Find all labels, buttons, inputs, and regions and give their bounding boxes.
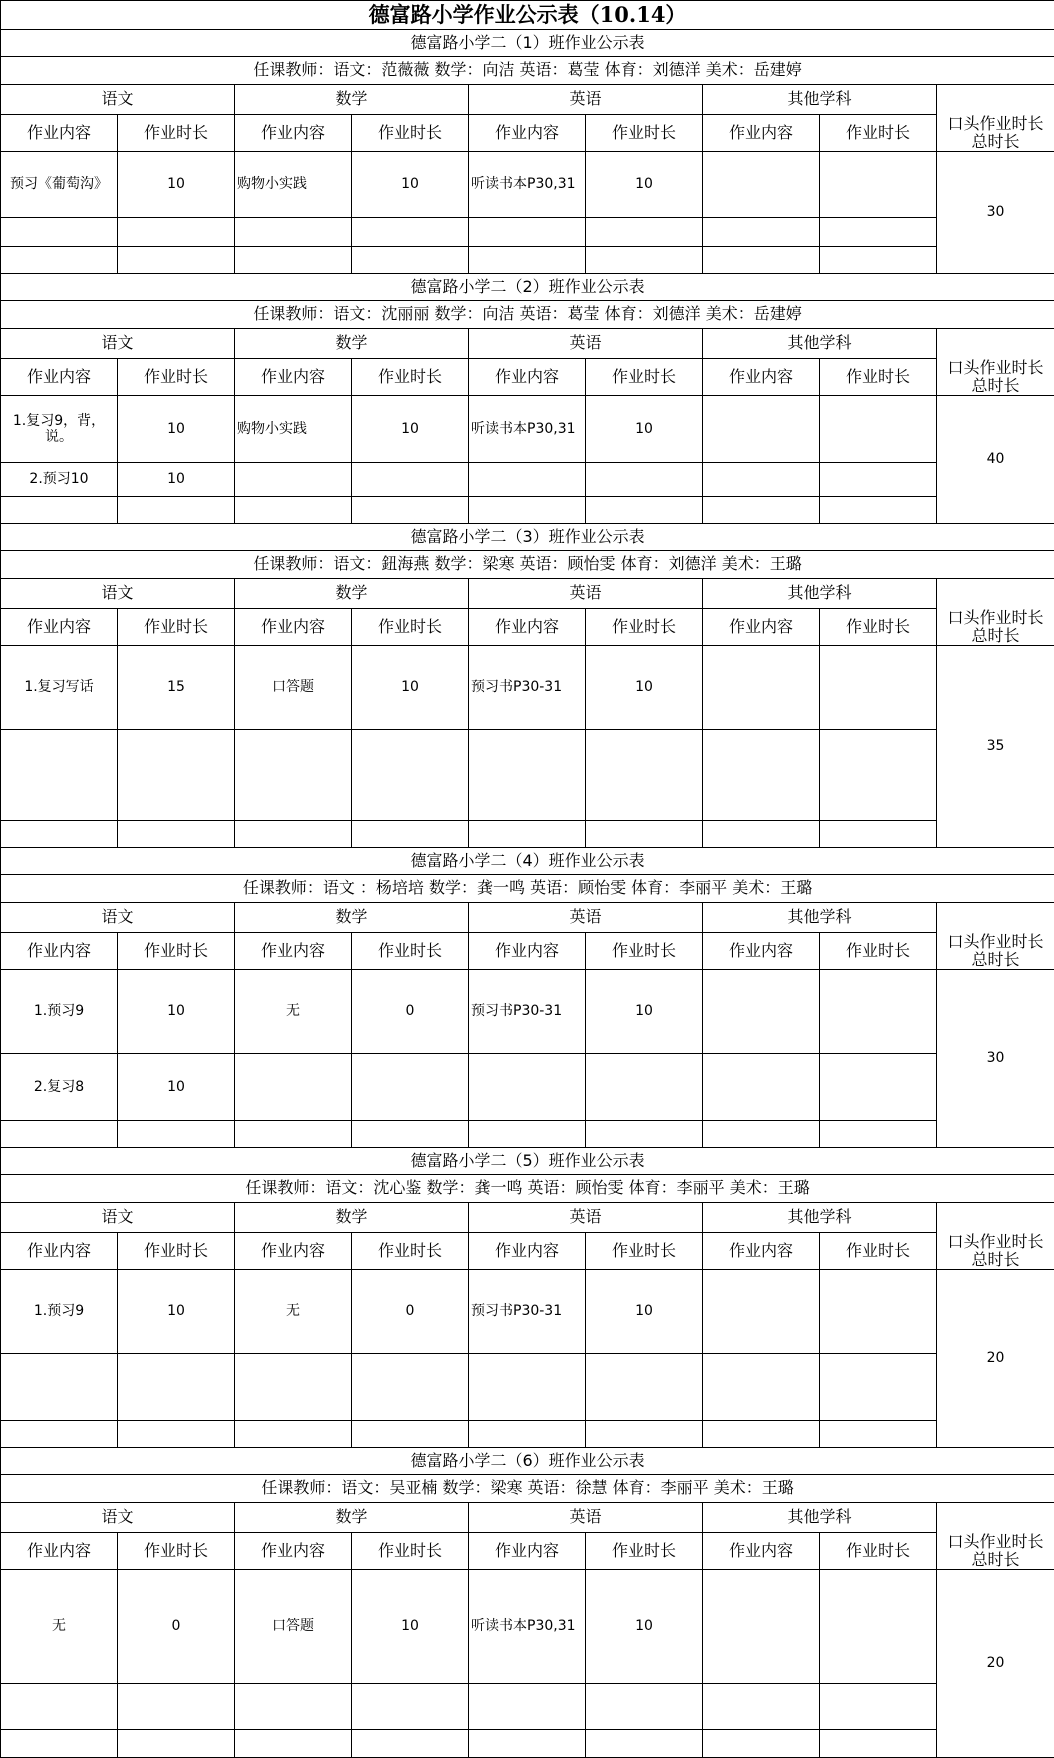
total-duration-cell: 40: [937, 396, 1054, 524]
teachers-row: [1, 57, 1054, 85]
duration-column-header: 作业时长: [586, 933, 703, 970]
homework-content-cell: 预习书P30-31: [469, 1270, 586, 1354]
homework-duration-cell: [820, 1730, 937, 1758]
homework-content-cell: [1, 1730, 118, 1758]
content-column-header: 作业内容: [703, 359, 820, 396]
homework-duration-cell: [820, 1421, 937, 1448]
homework-duration-cell: [586, 218, 703, 247]
class-table-title: 德富路小学二（2）班作业公示表: [1, 274, 1054, 301]
homework-duration-cell: [118, 218, 235, 247]
homework-duration-cell: [586, 1354, 703, 1421]
homework-content-cell: [703, 218, 820, 247]
class-table-title: 德富路小学二（5）班作业公示表: [1, 1148, 1054, 1175]
oral-header-line1: 口头作业时长: [937, 1233, 1054, 1251]
duration-column-header: 作业时长: [118, 1533, 235, 1570]
subject-header: 数学: [235, 579, 469, 609]
homework-duration-cell: [352, 497, 469, 524]
homework-duration-cell: 10: [352, 396, 469, 463]
teachers-row: [1, 301, 1054, 329]
homework-duration-cell: [352, 1730, 469, 1758]
homework-content-cell: [1, 730, 118, 821]
homework-content-cell: 听读书本P30,31: [469, 1570, 586, 1684]
oral-header-line2: 总时长: [937, 377, 1054, 395]
subject-header: 英语: [469, 85, 703, 115]
homework-content-cell: 2.复习8: [1, 1054, 118, 1121]
subject-header: 语文: [1, 329, 235, 359]
subject-header: 英语: [469, 903, 703, 933]
homework-content-cell: [469, 730, 586, 821]
homework-row: [1, 1121, 1054, 1148]
class-teachers: 任课教师：语文：鈕海燕 数学：梁寒 英语：顾怡雯 体育：刘德洋 美术：王璐: [1, 551, 1054, 579]
subject-header: 数学: [235, 903, 469, 933]
homework-content-cell: [1, 821, 118, 848]
subject-header: 语文: [1, 1503, 235, 1533]
oral-duration-header: [937, 1203, 1054, 1270]
homework-duration-cell: [352, 1121, 469, 1148]
homework-duration-cell: 10: [118, 1054, 235, 1121]
oral-header-line2: 总时长: [937, 133, 1054, 151]
homework-content-cell: 无: [235, 970, 352, 1054]
homework-content-cell: [703, 396, 820, 463]
homework-duration-cell: [820, 497, 937, 524]
homework-duration-cell: 10: [586, 970, 703, 1054]
content-column-header: 作业内容: [703, 609, 820, 646]
homework-content-cell: 听读书本P30,31: [469, 152, 586, 218]
class-name-row: [1, 524, 1054, 551]
homework-content-cell: [1, 1121, 118, 1148]
homework-content-cell: [469, 1730, 586, 1758]
teachers-row: [1, 1475, 1054, 1503]
homework-duration-cell: 10: [118, 970, 235, 1054]
subject-header-row: [1, 329, 1054, 359]
subject-header: 其他学科: [703, 579, 937, 609]
duration-column-header: 作业时长: [586, 609, 703, 646]
content-column-header: 作业内容: [469, 1233, 586, 1270]
class-table-title: 德富路小学二（4）班作业公示表: [1, 848, 1054, 875]
subject-header: 数学: [235, 1503, 469, 1533]
homework-content-cell: [235, 497, 352, 524]
homework-duration-cell: [820, 1570, 937, 1684]
subject-header: 语文: [1, 579, 235, 609]
homework-content-cell: 预习书P30-31: [469, 646, 586, 730]
total-duration-cell: 30: [937, 152, 1054, 274]
homework-content-cell: 听读书本P30,31: [469, 396, 586, 463]
homework-duration-cell: [820, 218, 937, 247]
homework-content-cell: 口答题: [235, 646, 352, 730]
homework-duration-cell: 0: [352, 970, 469, 1054]
class-name-row: [1, 1448, 1054, 1475]
oral-header-line2: 总时长: [937, 1551, 1054, 1569]
duration-column-header: 作业时长: [586, 1533, 703, 1570]
subject-header: 语文: [1, 903, 235, 933]
subject-header: 数学: [235, 329, 469, 359]
homework-duration-cell: [820, 821, 937, 848]
homework-content-cell: [469, 247, 586, 274]
homework-content-cell: [235, 463, 352, 497]
column-header-row: [1, 115, 1054, 152]
class-name-row: [1, 274, 1054, 301]
duration-column-header: 作业时长: [352, 1533, 469, 1570]
homework-duration-cell: 10: [352, 1570, 469, 1684]
subject-header: 语文: [1, 1203, 235, 1233]
homework-content-cell: [703, 1421, 820, 1448]
homework-row: [1, 970, 1054, 1054]
subject-header: 数学: [235, 85, 469, 115]
duration-column-header: 作业时长: [118, 609, 235, 646]
homework-content-cell: [469, 1421, 586, 1448]
homework-content-cell: [703, 1684, 820, 1730]
homework-duration-cell: [118, 1121, 235, 1148]
oral-header-line2: 总时长: [937, 627, 1054, 645]
homework-content-cell: [703, 970, 820, 1054]
total-duration-cell: 20: [937, 1570, 1054, 1758]
homework-content-cell: [469, 218, 586, 247]
homework-row: [1, 152, 1054, 218]
subject-header-row: [1, 85, 1054, 115]
homework-content-cell: [1, 247, 118, 274]
duration-column-header: 作业时长: [586, 115, 703, 152]
homework-content-cell: [703, 1121, 820, 1148]
homework-content-cell: 预习《葡萄沟》: [1, 152, 118, 218]
duration-column-header: 作业时长: [118, 1233, 235, 1270]
duration-column-header: 作业时长: [586, 359, 703, 396]
homework-duration-cell: [586, 1684, 703, 1730]
homework-row: [1, 463, 1054, 497]
homework-duration-cell: [352, 218, 469, 247]
homework-duration-cell: 15: [118, 646, 235, 730]
content-column-header: 作业内容: [703, 1233, 820, 1270]
class-teachers: 任课教师：语文：沈丽丽 数学：向洁 英语：葛莹 体育：刘德洋 美术：岳建婷: [1, 301, 1054, 329]
content-column-header: 作业内容: [469, 933, 586, 970]
column-header-row: [1, 609, 1054, 646]
homework-row: [1, 821, 1054, 848]
homework-row: [1, 497, 1054, 524]
content-column-header: 作业内容: [1, 115, 118, 152]
homework-content-cell: 无: [235, 1270, 352, 1354]
subject-header: 其他学科: [703, 329, 937, 359]
homework-duration-cell: [820, 1054, 937, 1121]
homework-content-cell: 1.复习9，背，说。: [1, 396, 118, 463]
homework-duration-cell: [586, 1730, 703, 1758]
homework-content-cell: [1, 1421, 118, 1448]
duration-column-header: 作业时长: [352, 609, 469, 646]
subject-header: 数学: [235, 1203, 469, 1233]
homework-duration-cell: [352, 730, 469, 821]
content-column-header: 作业内容: [703, 1533, 820, 1570]
homework-content-cell: [469, 497, 586, 524]
homework-duration-cell: [118, 1730, 235, 1758]
homework-duration-cell: [352, 821, 469, 848]
homework-content-cell: [235, 1730, 352, 1758]
content-column-header: 作业内容: [235, 609, 352, 646]
homework-duration-cell: [820, 152, 937, 218]
homework-duration-cell: [586, 1421, 703, 1448]
subject-header: 英语: [469, 1503, 703, 1533]
subject-header: 其他学科: [703, 1203, 937, 1233]
teachers-row: [1, 551, 1054, 579]
column-header-row: [1, 359, 1054, 396]
content-column-header: 作业内容: [235, 933, 352, 970]
content-column-header: 作业内容: [235, 115, 352, 152]
homework-duration-cell: 10: [586, 152, 703, 218]
subject-header: 其他学科: [703, 903, 937, 933]
homework-content-cell: [469, 1121, 586, 1148]
homework-duration-cell: 0: [352, 1270, 469, 1354]
content-column-header: 作业内容: [235, 1533, 352, 1570]
homework-content-cell: [703, 821, 820, 848]
subject-header-row: [1, 903, 1054, 933]
homework-content-cell: 1.预习9: [1, 970, 118, 1054]
content-column-header: 作业内容: [469, 115, 586, 152]
homework-content-cell: [703, 1270, 820, 1354]
duration-column-header: 作业时长: [586, 1233, 703, 1270]
homework-content-cell: [703, 463, 820, 497]
homework-duration-cell: 10: [586, 396, 703, 463]
homework-content-cell: [703, 1570, 820, 1684]
homework-content-cell: [235, 730, 352, 821]
homework-content-cell: [235, 1121, 352, 1148]
homework-row: [1, 396, 1054, 463]
subject-header: 其他学科: [703, 1503, 937, 1533]
homework-content-cell: [235, 1684, 352, 1730]
oral-duration-header: [937, 903, 1054, 970]
homework-duration-cell: [820, 463, 937, 497]
oral-header-line1: 口头作业时长: [937, 359, 1054, 377]
homework-duration-cell: [118, 497, 235, 524]
homework-duration-cell: [118, 730, 235, 821]
column-header-row: [1, 933, 1054, 970]
homework-content-cell: [235, 218, 352, 247]
homework-content-cell: [703, 1730, 820, 1758]
class-table-title: 德富路小学二（1）班作业公示表: [1, 30, 1054, 57]
homework-row: [1, 1730, 1054, 1758]
oral-header-line1: 口头作业时长: [937, 115, 1054, 133]
oral-duration-header: [937, 579, 1054, 646]
homework-duration-cell: [586, 247, 703, 274]
duration-column-header: 作业时长: [820, 359, 937, 396]
homework-content-cell: [703, 152, 820, 218]
class-teachers: 任课教师：语文：沈心鉴 数学：龚一鸣 英语：顾怡雯 体育：李丽平 美术：王璐: [1, 1175, 1054, 1203]
homework-duration-cell: [118, 1684, 235, 1730]
homework-row: [1, 1354, 1054, 1421]
homework-duration-cell: 10: [118, 1270, 235, 1354]
oral-header-line1: 口头作业时长: [937, 609, 1054, 627]
homework-row: [1, 1270, 1054, 1354]
duration-column-header: 作业时长: [352, 933, 469, 970]
homework-duration-cell: [352, 1054, 469, 1121]
teachers-row: [1, 875, 1054, 903]
subject-header: 其他学科: [703, 85, 937, 115]
subject-header-row: [1, 1203, 1054, 1233]
homework-content-cell: 无: [1, 1570, 118, 1684]
homework-duration-cell: [820, 396, 937, 463]
homework-content-cell: [469, 1684, 586, 1730]
homework-duration-cell: [820, 1270, 937, 1354]
subject-header: 英语: [469, 579, 703, 609]
homework-row: [1, 1684, 1054, 1730]
content-column-header: 作业内容: [1, 933, 118, 970]
homework-duration-cell: 10: [352, 646, 469, 730]
homework-duration-cell: [586, 730, 703, 821]
homework-row: [1, 1054, 1054, 1121]
duration-column-header: 作业时长: [352, 115, 469, 152]
homework-duration-cell: [118, 1354, 235, 1421]
homework-duration-cell: [352, 463, 469, 497]
homework-duration-cell: [586, 463, 703, 497]
content-column-header: 作业内容: [1, 1233, 118, 1270]
content-column-header: 作业内容: [469, 359, 586, 396]
class-name-row: [1, 30, 1054, 57]
homework-duration-cell: 10: [118, 463, 235, 497]
homework-duration-cell: [820, 1354, 937, 1421]
homework-content-cell: [703, 247, 820, 274]
total-duration-cell: 30: [937, 970, 1054, 1148]
total-duration-cell: 20: [937, 1270, 1054, 1448]
homework-row: [1, 646, 1054, 730]
oral-header-line2: 总时长: [937, 1251, 1054, 1269]
class-name-row: [1, 848, 1054, 875]
duration-column-header: 作业时长: [118, 933, 235, 970]
class-teachers: 任课教师：语文：范薇薇 数学：向洁 英语：葛莹 体育：刘德洋 美术：岳建婷: [1, 57, 1054, 85]
duration-column-header: 作业时长: [820, 1233, 937, 1270]
teachers-row: [1, 1175, 1054, 1203]
total-duration-cell: 35: [937, 646, 1054, 848]
class-name-row: [1, 1148, 1054, 1175]
oral-header-line2: 总时长: [937, 951, 1054, 969]
duration-column-header: 作业时长: [352, 1233, 469, 1270]
content-column-header: 作业内容: [1, 359, 118, 396]
homework-content-cell: [703, 646, 820, 730]
homework-duration-cell: [586, 497, 703, 524]
homework-duration-cell: 10: [352, 152, 469, 218]
homework-duration-cell: [118, 1421, 235, 1448]
homework-content-cell: [1, 218, 118, 247]
class-teachers: 任课教师：语文：吴亚楠 数学：梁寒 英语：徐慧 体育：李丽平 美术：王璐: [1, 1475, 1054, 1503]
subject-header-row: [1, 579, 1054, 609]
homework-content-cell: [469, 1054, 586, 1121]
homework-duration-cell: [586, 821, 703, 848]
homework-row: [1, 218, 1054, 247]
homework-duration-cell: [352, 1421, 469, 1448]
duration-column-header: 作业时长: [820, 1533, 937, 1570]
oral-duration-header: [937, 1503, 1054, 1570]
oral-header-line1: 口头作业时长: [937, 1533, 1054, 1551]
homework-duration-cell: [820, 970, 937, 1054]
duration-column-header: 作业时长: [118, 359, 235, 396]
homework-content-cell: [703, 497, 820, 524]
homework-duration-cell: [820, 1121, 937, 1148]
homework-duration-cell: [586, 1054, 703, 1121]
subject-header-row: [1, 1503, 1054, 1533]
content-column-header: 作业内容: [703, 933, 820, 970]
content-column-header: 作业内容: [469, 609, 586, 646]
content-column-header: 作业内容: [235, 359, 352, 396]
homework-duration-cell: 10: [118, 396, 235, 463]
homework-duration-cell: [820, 646, 937, 730]
homework-content-cell: 购物小实践: [235, 396, 352, 463]
homework-content-cell: 口答题: [235, 1570, 352, 1684]
class-table-title: 德富路小学二（6）班作业公示表: [1, 1448, 1054, 1475]
duration-column-header: 作业时长: [118, 115, 235, 152]
oral-duration-header: [937, 329, 1054, 396]
homework-content-cell: [703, 730, 820, 821]
duration-column-header: 作业时长: [820, 933, 937, 970]
homework-duration-cell: [352, 247, 469, 274]
homework-duration-cell: [352, 1354, 469, 1421]
homework-duration-cell: 10: [586, 1570, 703, 1684]
homework-duration-cell: 10: [586, 1270, 703, 1354]
duration-column-header: 作业时长: [352, 359, 469, 396]
homework-content-cell: 2.预习10: [1, 463, 118, 497]
homework-duration-cell: [118, 247, 235, 274]
class-table-title: 德富路小学二（3）班作业公示表: [1, 524, 1054, 551]
homework-content-cell: [703, 1054, 820, 1121]
duration-column-header: 作业时长: [820, 115, 937, 152]
subject-header: 英语: [469, 1203, 703, 1233]
homework-duration-cell: [586, 1121, 703, 1148]
oral-header-line1: 口头作业时长: [937, 933, 1054, 951]
subject-header: 英语: [469, 329, 703, 359]
homework-content-cell: [469, 821, 586, 848]
content-column-header: 作业内容: [1, 609, 118, 646]
content-column-header: 作业内容: [469, 1533, 586, 1570]
content-column-header: 作业内容: [703, 115, 820, 152]
class-teachers: 任课教师：语文 ：杨培培 数学：龚一鸣 英语：顾怡雯 体育：李丽平 美术：王璐: [1, 875, 1054, 903]
content-column-header: 作业内容: [235, 1233, 352, 1270]
homework-duration-cell: 10: [586, 646, 703, 730]
homework-row: [1, 1421, 1054, 1448]
homework-content-cell: [235, 821, 352, 848]
homework-row: [1, 247, 1054, 274]
homework-duration-cell: [820, 730, 937, 821]
homework-duration-cell: [352, 1684, 469, 1730]
homework-duration-cell: [820, 1684, 937, 1730]
homework-content-cell: [235, 1421, 352, 1448]
homework-content-cell: 购物小实践: [235, 152, 352, 218]
homework-content-cell: [703, 1354, 820, 1421]
title-row: [1, 1, 1054, 30]
homework-content-cell: [1, 1684, 118, 1730]
homework-content-cell: [469, 463, 586, 497]
homework-content-cell: [235, 1054, 352, 1121]
homework-content-cell: [1, 1354, 118, 1421]
homework-content-cell: [1, 497, 118, 524]
subject-header: 语文: [1, 85, 235, 115]
column-header-row: [1, 1533, 1054, 1570]
homework-content-cell: 预习书P30-31: [469, 970, 586, 1054]
homework-row: [1, 730, 1054, 821]
content-column-header: 作业内容: [1, 1533, 118, 1570]
homework-duration-cell: 10: [118, 152, 235, 218]
oral-duration-header: [937, 85, 1054, 152]
homework-row: [1, 1570, 1054, 1684]
column-header-row: [1, 1233, 1054, 1270]
homework-content-cell: 1.复习写话: [1, 646, 118, 730]
homework-content-cell: [235, 247, 352, 274]
sheet-title: 德富路小学作业公示表（10.14）: [1, 1, 1054, 30]
duration-column-header: 作业时长: [820, 609, 937, 646]
homework-content-cell: [235, 1354, 352, 1421]
homework-content-cell: 1.预习9: [1, 1270, 118, 1354]
homework-duration-cell: [820, 247, 937, 274]
homework-duration-cell: 0: [118, 1570, 235, 1684]
homework-content-cell: [469, 1354, 586, 1421]
homework-duration-cell: [118, 821, 235, 848]
